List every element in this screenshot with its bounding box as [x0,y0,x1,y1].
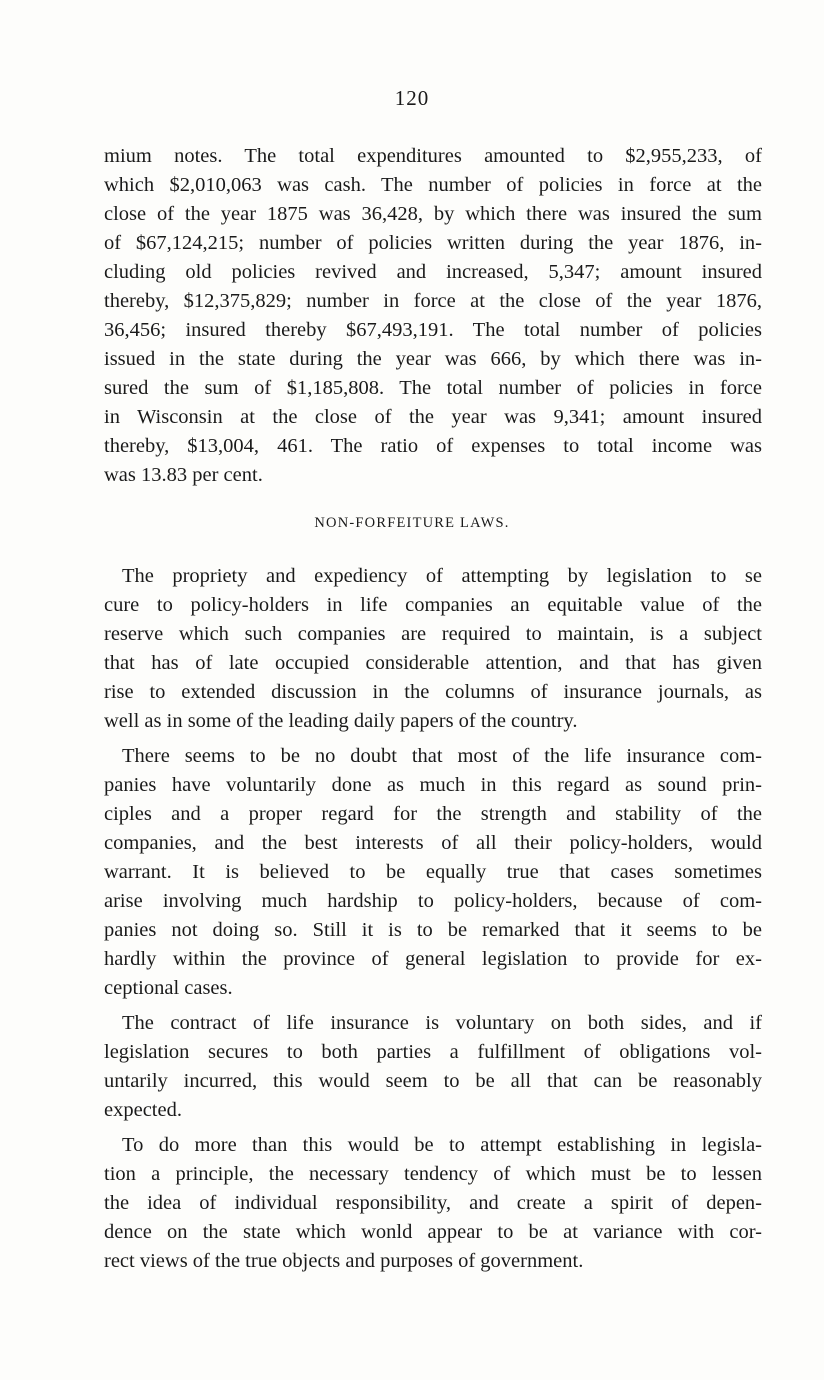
text-line: mium notes. The total expenditures amounted to $2,955,233, of [104,145,762,167]
text-line: There seems to be no doubt that most of the life insurance com- [122,745,762,767]
text-line: thereby, $12,375,829; number in force at the close of the year 1876, [104,290,762,312]
intro-paragraph [104,142,762,490]
text-line: hardly within the province of general legislation to provide for ex- [104,948,762,970]
text-line: well as in some of the leading daily papers of the country. [104,710,578,732]
text-line: To do more than this would be to attempt establishing in legisla- [122,1134,762,1156]
section-body [104,562,762,1276]
text-line: untarily incurred, this would seem to be all that can be reasonably [104,1070,762,1092]
text-line: 36,456; insured thereby $67,493,191. The total number of policies [104,319,762,341]
text-line: tion a principle, the necessary tendency of which must be to lessen [104,1163,762,1185]
text-line: which $2,010,063 was cash. The number of policies in force at the [104,174,762,196]
text-line: cure to policy-holders in life companies an equitable value of the [104,594,762,616]
text-line: warrant. It is believed to be equally true that cases sometimes [104,861,762,883]
text-line: issued in the state during the year was 666, by which there was in- [104,348,762,370]
paragraph-1 [104,562,762,736]
text-line: in Wisconsin at the close of the year was 9,341; amount insured [104,406,762,428]
paragraph-4 [104,1131,762,1276]
text-line: expected. [104,1099,182,1121]
text-line: thereby, $13,004, 461. The ratio of expenses to total income was [104,435,762,457]
page-number: 120 [394,86,430,110]
text-line: ceptional cases. [104,977,233,999]
text-line: rect views of the true objects and purposes of government. [104,1250,584,1272]
text-line: of $67,124,215; number of policies written during the year 1876, in- [104,232,762,254]
text-line: arise involving much hardship to policy-holders, because of com- [104,890,762,912]
text-line: rise to extended discussion in the columns of insurance journals, as [104,681,762,703]
text-line: reserve which such companies are required to maintain, is a subject [104,623,762,645]
text-line: legislation secures to both parties a fulfillment of obligations vol- [104,1041,762,1063]
text-line: close of the year 1875 was 36,428, by which there was insured the sum [104,203,762,225]
text-line: ciples and a proper regard for the strength and stability of the [104,803,762,825]
text-line: The propriety and expediency of attempting by legislation to se [122,565,762,587]
text-line: panies not doing so. Still it is to be remarked that it seems to be [104,919,762,941]
paragraph-3 [104,1009,762,1125]
text-line: cluding old policies revived and increased, 5,347; amount insured [104,261,762,283]
section-heading: NON-FORFEITURE LAWS. [314,515,510,531]
text-line: companies, and the best interests of all their policy-holders, would [104,832,762,854]
text-line: that has of late occupied considerable attention, and that has given [104,652,762,674]
text-line: sured the sum of $1,185,808. The total number of policies in force [104,377,762,399]
text-line: the idea of individual responsibility, and create a spirit of depen- [104,1192,762,1214]
text-line: panies have voluntarily done as much in this regard as sound prin- [104,774,762,796]
text-line: dence on the state which wonld appear to be at variance with cor- [104,1221,762,1243]
paragraph-2 [104,742,762,1003]
text-line: The contract of life insurance is voluntary on both sides, and if [122,1012,762,1034]
text-line: was 13.83 per cent. [104,464,263,486]
